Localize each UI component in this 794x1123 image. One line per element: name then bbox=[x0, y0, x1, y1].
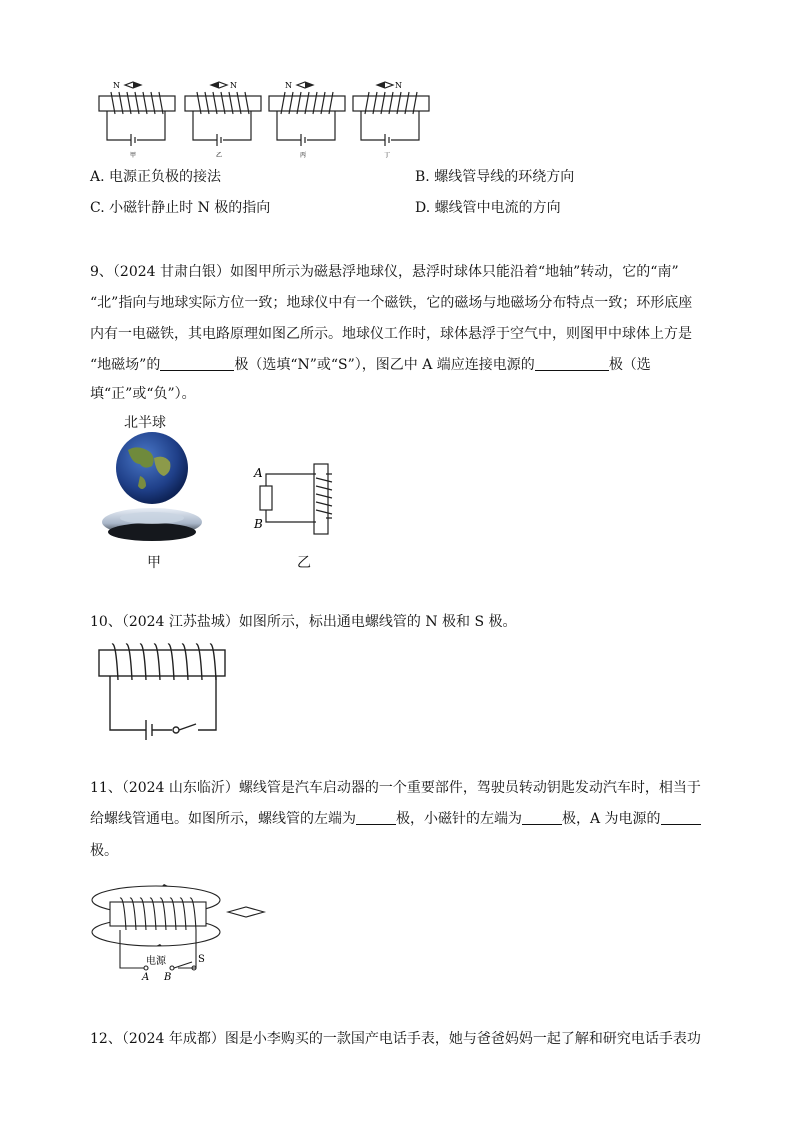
q8-pole-n-2: N bbox=[230, 81, 237, 90]
q8-pole-n-1: N bbox=[113, 81, 120, 90]
q9-blank-1[interactable] bbox=[160, 356, 234, 371]
q9-line-5: 填“正”或“负”）。 bbox=[90, 386, 196, 402]
q11-blank-2[interactable] bbox=[522, 810, 562, 825]
q8-fig-label-4: 丁 bbox=[384, 152, 391, 159]
q9-terminal-b: B bbox=[254, 517, 263, 531]
q8-option-a: A. 电源正负极的接法 bbox=[90, 169, 222, 185]
q11-power-label: 电源 bbox=[146, 956, 166, 967]
q9-line-4a: “地磁场”的 bbox=[90, 357, 161, 373]
q9-fig-a-label: 甲 bbox=[147, 555, 161, 571]
q9-line-3: 内有一电磁铁，其电路原理如图乙所示。地球仪工作时，球体悬浮于空气中，则图甲中球体上方是 bbox=[90, 326, 692, 342]
q9-circuit-figure bbox=[250, 460, 350, 540]
q8-fig-label-1: 甲 bbox=[130, 152, 137, 159]
q8-fig-label-2: 乙 bbox=[216, 152, 223, 159]
q9-terminal-a: A bbox=[254, 466, 263, 480]
q8-option-d: D. 螺线管中电流的方向 bbox=[415, 200, 561, 216]
q10-solenoid-figure bbox=[96, 640, 230, 744]
q8-pole-n-4: N bbox=[395, 81, 402, 90]
q11-line-2a: 给螺线管通电。如图所示，螺线管的左端为 bbox=[90, 811, 356, 827]
q12-text: 12、（2024 年成都）图是小李购买的一款国产电话手表，她与爸爸妈妈一起了解和研究电话手表功 bbox=[90, 1031, 701, 1047]
q11-line-2b: 极，小磁针的左端为 bbox=[396, 811, 522, 827]
q8-option-c: C. 小磁针静止时 N 极的指向 bbox=[90, 200, 271, 216]
q11-line-1: 11、（2024 山东临沂）螺线管是汽车启动器的一个重要部件，驾驶员转动钥匙发动汽车时，相当于 bbox=[90, 780, 701, 796]
q9-globe-figure bbox=[100, 430, 210, 550]
q9-line-4b: 极（选填“N”或“S”），图乙中 A 端应连接电源的 bbox=[234, 357, 535, 373]
q8-option-b: B. 螺线管导线的环绕方向 bbox=[415, 169, 575, 185]
q11-line-2c: 极，A 为电源的 bbox=[562, 811, 661, 827]
q10-text: 10、（2024 江苏盐城）如图所示，标出通电螺线管的 N 极和 S 极。 bbox=[90, 614, 517, 630]
q11-blank-3[interactable] bbox=[661, 810, 701, 825]
q11-line-3: 极。 bbox=[90, 843, 118, 859]
q9-line-1: 9、（2024 甘肃白银）如图甲所示为磁悬浮地球仪，悬浮时球体只能沿着“地轴”转动，它的“南” bbox=[90, 264, 679, 280]
q8-pole-n-3: N bbox=[285, 81, 292, 90]
q11-solenoid-figure bbox=[88, 874, 270, 986]
q11-terminal-b: B bbox=[164, 972, 172, 983]
q8-fig-label-3: 丙 bbox=[300, 152, 307, 159]
q9-fig-b-label: 乙 bbox=[297, 555, 311, 571]
q9-globe-label: 北半球 bbox=[124, 415, 166, 431]
q11-switch-label: S bbox=[198, 954, 205, 965]
q11-blank-1[interactable] bbox=[356, 810, 396, 825]
q11-line-2 bbox=[90, 810, 701, 828]
q9-line-4c: 极（选 bbox=[608, 357, 651, 373]
q9-blank-2[interactable] bbox=[535, 356, 609, 371]
q8-figures bbox=[95, 78, 435, 160]
q11-terminal-a: A bbox=[142, 972, 150, 983]
q9-line-4 bbox=[90, 356, 651, 374]
q9-line-2: “北”指向与地球实际方位一致；地球仪中有一个磁铁，它的磁场与地磁场分布特点一致；环形底座 bbox=[90, 295, 693, 311]
